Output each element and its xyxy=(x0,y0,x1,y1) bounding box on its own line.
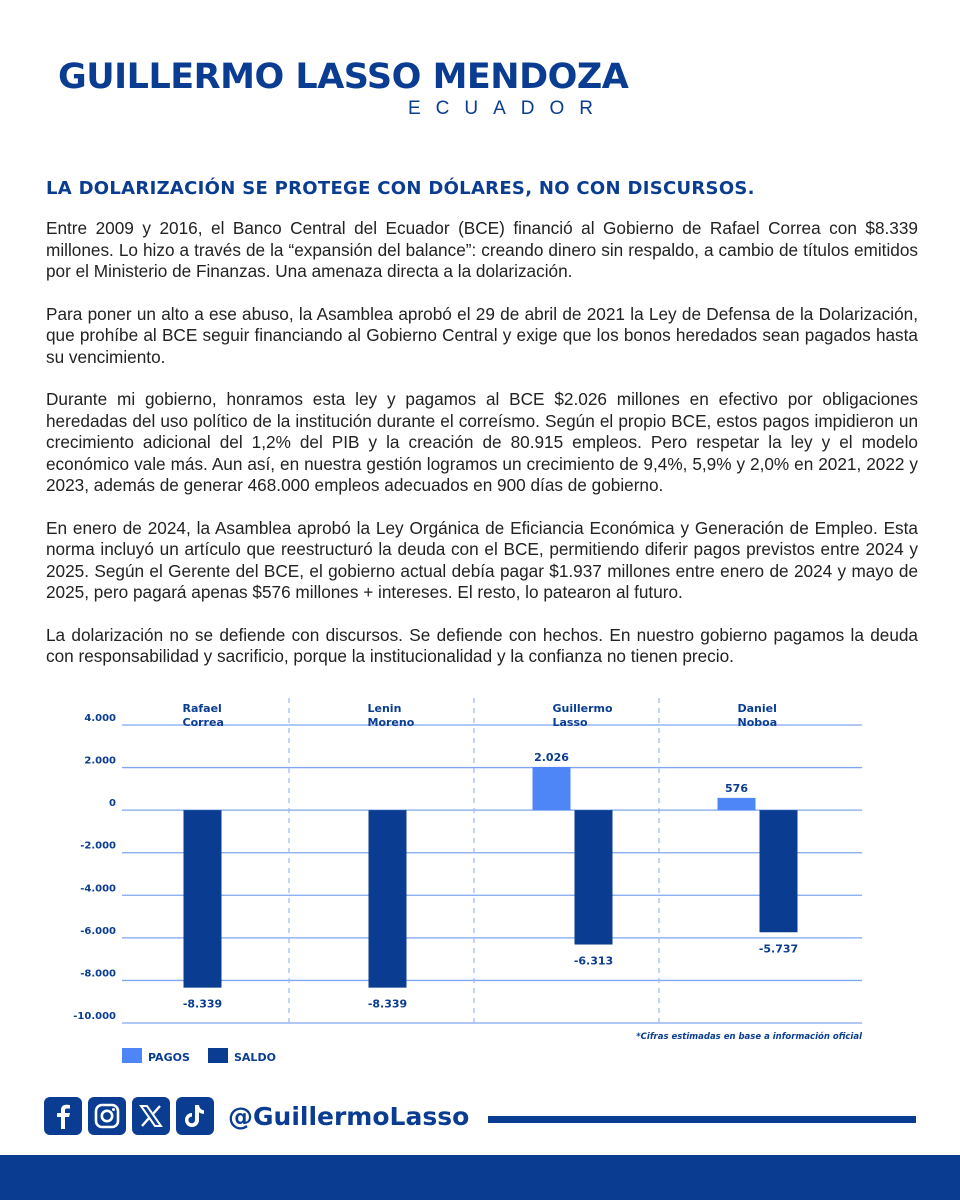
x-icon[interactable] xyxy=(132,1097,170,1135)
article-body xyxy=(46,218,918,689)
saldo-bar xyxy=(760,810,798,932)
saldo-value-label: -8.339 xyxy=(182,997,223,1011)
group-label: Lasso xyxy=(552,716,588,729)
legend-label: SALDO xyxy=(234,1051,276,1064)
group-label: Moreno xyxy=(367,716,415,729)
y-tick-label: 4.000 xyxy=(84,713,116,724)
paragraph: Durante mi gobierno, honramos esta ley y pagamos al BCE $2.026 millones en efectivo por obligaciones heredadas del uso político de la institución durante el correísmo. Según el propio BCE, estos pagos impidieron un crecimiento adicional del 1,2% del PIB y la creación de 80.915 empleos. Pero respetar la ley y el modelo económico vale más. Aun así, en nuestra gestión logramos un crecimiento de 9,4%, 5,9% y 2,0% en 2021, 2022 y 2023, además de generar 468.000 empleos adecuados en 900 días de gobierno. xyxy=(46,389,918,495)
footer-band xyxy=(0,1155,960,1200)
saldo-bar xyxy=(184,810,222,988)
group-label: Guillermo xyxy=(552,702,613,715)
paragraph: Entre 2009 y 2016, el Banco Central del Ecuador (BCE) financió al Gobierno de Rafael Correa con $8.339 millones. Lo hizo a través de la “expansión del balance”: creando dinero sin respaldo, a cambio de títulos emitidos por el Ministerio de Finanzas. Una amenaza directa a la dolarización. xyxy=(46,218,918,281)
debt-chart xyxy=(0,690,960,1080)
tiktok-icon[interactable] xyxy=(176,1097,214,1135)
saldo-bar xyxy=(369,810,407,988)
y-tick-label: 0 xyxy=(109,798,116,810)
facebook-icon[interactable] xyxy=(44,1097,82,1135)
pagos-value-label: 576 xyxy=(725,781,748,795)
group-label: Daniel xyxy=(737,702,777,715)
pagos-bar xyxy=(533,767,571,810)
paragraph: Para poner un alto a ese abuso, la Asamblea aprobó el 29 de abril de 2021 la Ley de Defensa de la Dolarización, que prohíbe al BCE seguir financiando al Gobierno Central y exige que los bonos heredados sean pagados hasta su vencimiento. xyxy=(46,303,918,367)
footnote: *Cifras estimadas en base a información oficial xyxy=(636,1032,862,1042)
y-tick-label: -6.000 xyxy=(80,925,116,937)
y-tick-label: -2.000 xyxy=(80,840,116,852)
y-tick-label: -10.000 xyxy=(73,1011,116,1022)
brand-name: GUILLERMO LASSO MENDOZA xyxy=(58,57,629,97)
group-label: Rafael xyxy=(182,702,222,715)
headline: LA DOLARIZACIÓN SE PROTEGE CON DÓLARES, NO CON DISCURSOS. xyxy=(46,178,755,199)
legend-label: PAGOS xyxy=(148,1051,190,1064)
pagos-value-label: 2.026 xyxy=(534,751,569,765)
legend-swatch xyxy=(122,1048,142,1063)
divider-rule xyxy=(488,1116,916,1123)
legend-swatch xyxy=(208,1048,228,1063)
saldo-value-label: -6.313 xyxy=(573,954,614,968)
group-label: Noboa xyxy=(737,716,778,729)
pagos-bar xyxy=(718,798,756,810)
brand-country: ECUADOR xyxy=(408,98,609,119)
instagram-icon[interactable] xyxy=(88,1097,126,1135)
brand-header xyxy=(58,56,629,119)
saldo-value-label: -5.737 xyxy=(758,942,799,956)
y-tick-label: -8.000 xyxy=(80,968,116,980)
saldo-bar xyxy=(575,810,613,944)
social-bar xyxy=(44,1097,469,1135)
social-handle[interactable]: @GuillermoLasso xyxy=(228,1101,470,1131)
paragraph: En enero de 2024, la Asamblea aprobó la Ley Orgánica de Eficiancia Económica y Generación de Empleo. Esta norma incluyó un artículo que reestructuró la deuda con el BCE, permitiendo diferir pagos previstos entre 2024 y 2025. Según el Gerente del BCE, el gobierno actual debía pagar $1.937 millones entre enero de 2024 y mayo de 2025, pero pagará apenas $576 millones + intereses. El resto, lo patearon al futuro. xyxy=(46,517,918,602)
y-tick-label: -4.000 xyxy=(80,883,116,895)
group-label: Lenin xyxy=(367,702,402,715)
y-tick-label: 2.000 xyxy=(84,755,116,767)
group-label: Correa xyxy=(182,716,224,729)
saldo-value-label: -8.339 xyxy=(367,997,408,1011)
paragraph: La dolarización no se defiende con discursos. Se defiende con hechos. En nuestro gobierno pagamos la deuda con responsabilidad y sacrificio, porque la institucionalidad y la confianza no tienen precio. xyxy=(46,624,918,666)
